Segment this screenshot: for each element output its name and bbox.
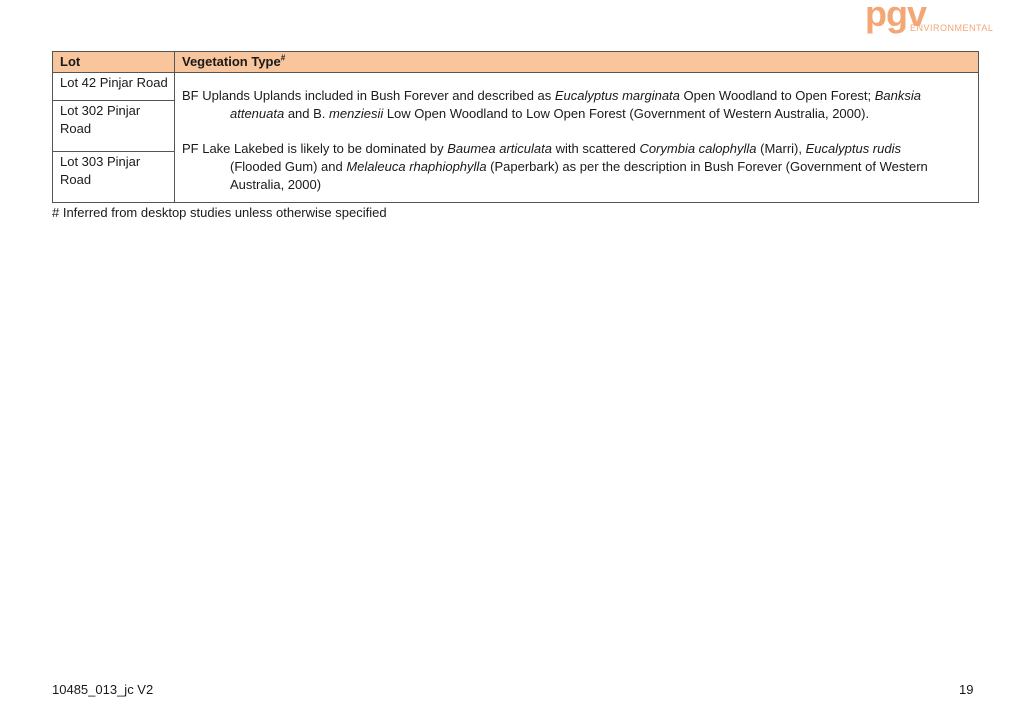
vegetation-description-cell	[175, 73, 979, 203]
bf-uplands-description: BF Uplands Uplands included in Bush Forever and described as Eucalyptus marginata Open Woodland to Open Forest; Banksia attenuata and B. menziesii Low Open Woodland to Low Open Forest (Government of Western Australia, 2000).	[182, 88, 922, 121]
page-number: 19	[959, 682, 974, 697]
table-footnote: # Inferred from desktop studies unless otherwise specified	[52, 205, 387, 220]
column-header-vegetation-type: Vegetation Type#	[175, 52, 979, 73]
company-logo	[865, 0, 994, 38]
lot-cell-42: Lot 42 Pinjar Road	[53, 73, 175, 101]
column-header-lot: Lot	[53, 52, 175, 73]
document-reference: 10485_013_jc V2	[52, 682, 154, 697]
header-footnote-marker: #	[280, 53, 286, 63]
lot-cell-303: Lot 303 Pinjar Road	[53, 151, 175, 202]
pf-lake-description: PF Lake Lakebed is likely to be dominated by Baumea articulata with scattered Corymbia calophylla (Marri), Eucalyptus rudis (Flooded Gum) and Melaleuca rhaphiophylla (Paperbark) as per the description in Bush Forever (Government of Western Australia, 2000)	[182, 141, 928, 192]
logo-subtitle: ENVIRONMENTAL	[910, 23, 994, 33]
vegetation-table	[52, 51, 979, 203]
logo-wordmark: pgv	[865, 0, 927, 34]
table-header-row	[53, 52, 979, 73]
lot-cell-302: Lot 302 Pinjar Road	[53, 100, 175, 151]
table-row	[53, 73, 979, 101]
